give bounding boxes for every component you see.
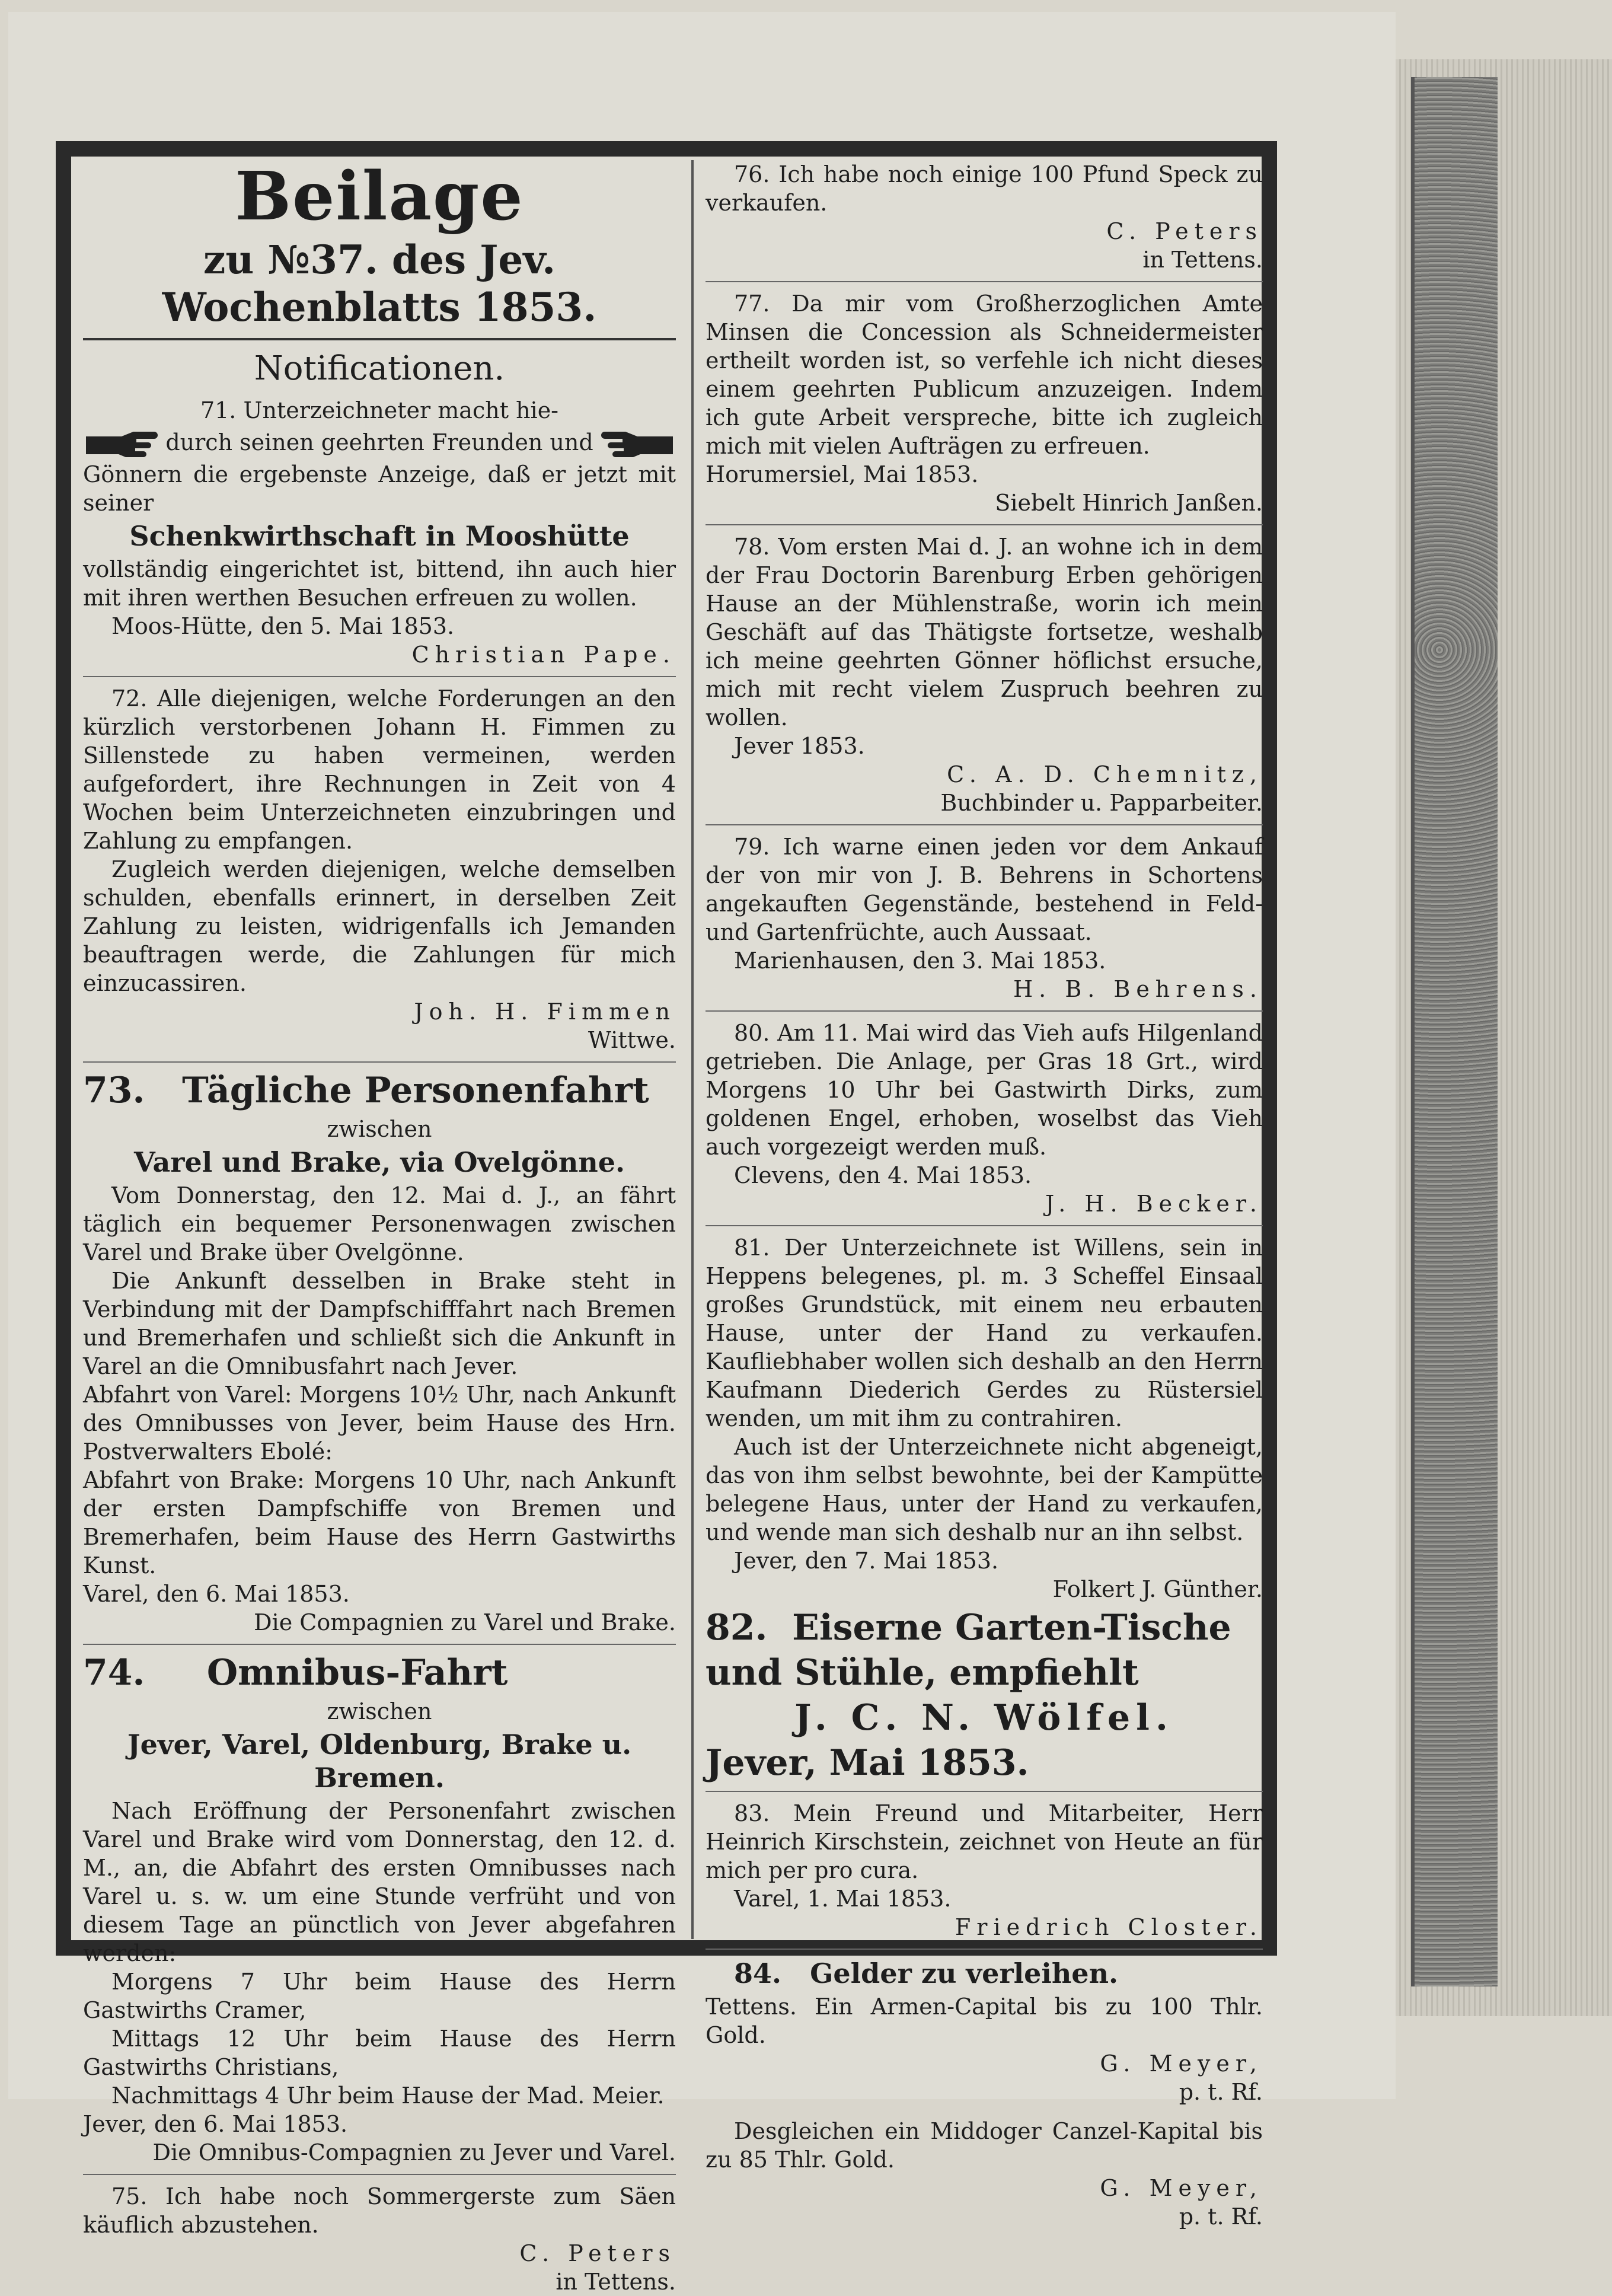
notice-79-signature: H. B. Behrens.: [1013, 976, 1263, 1002]
notice-71-hand-row: [83, 425, 676, 460]
divider: [706, 1791, 1263, 1792]
notice-74-time-2: Mittags 12 Uhr beim Hause des Herrn Gastwirths Christians,: [83, 2026, 676, 2080]
notice-82-heading: Eiserne Garten-Tische: [792, 1607, 1231, 1648]
notice-81-signature: Folkert J. Günther.: [1052, 1576, 1263, 1602]
divider: [83, 338, 676, 340]
notice-73-title: [83, 1070, 676, 1111]
notice-80-text: 80. Am 11. Mai wird das Vieh aufs Hilgenland getrieben. Die Anlage, per Gras 18 Grt., wird Morgens 10 Uhr bei Gastwirth Dirks, zum goldenen Engel, erhoben, woselbst das Vieh auch vorgezeigt werden muß.: [706, 1020, 1263, 1160]
notice-84-heading: Gelder zu verleihen.: [810, 1957, 1119, 1989]
notice-81-text-2: Auch ist der Unterzeichnete nicht abgeneigt, das von ihm selbst bewohnte, bei der Kampütte belegene Haus, unter der Hand zu verkaufen, und wende man sich deshalb nur an ihn selbst.: [706, 1434, 1263, 1545]
notice-73-place-date: Varel, den 6. Mai 1853.: [83, 1581, 350, 1607]
notice-84-signature: G. Meyer,: [1100, 2051, 1263, 2077]
notice-75-signature: C. Peters: [519, 2240, 676, 2266]
page-subtitle: zu №37. des Jev. Wochenblatts 1853.: [162, 237, 597, 330]
notice-84-title: [706, 1957, 1263, 1990]
notice-71-signature: Christian Pape.: [411, 642, 676, 668]
notice-78-signature-2: Buchbinder u. Papparbeiter.: [940, 790, 1263, 816]
divider: [83, 1061, 676, 1063]
notice-82-line1: [706, 1607, 1263, 1648]
notice-73-heading: Tägliche Personenfahrt: [182, 1070, 649, 1111]
notice-71-line4: vollständig eingerichtet ist, bittend, ihn auch hier mit ihren werthen Besuchen erfreuen zu wollen.: [83, 556, 676, 611]
notice-71-place-date: Moos-Hütte, den 5. Mai 1853.: [111, 613, 455, 639]
notice-84-text-1: Tettens. Ein Armen-Capital bis zu 100 Thlr. Gold.: [706, 1994, 1263, 2048]
divider: [706, 1949, 1263, 1950]
notice-71-highlight: Schenkwirthschaft in Mooshütte: [129, 520, 630, 552]
divider: [706, 281, 1263, 282]
notice-77-signature: Siebelt Hinrich Janßen.: [995, 490, 1263, 516]
notice-71-line2: durch seinen geehrten Freunden und: [165, 429, 593, 455]
notice-73-signature: Die Compagnien zu Varel und Brake.: [254, 1609, 676, 1635]
notice-77-place-date: Horumersiel, Mai 1853.: [706, 461, 979, 487]
notice-74-between: zwischen: [327, 1698, 432, 1724]
right-column: [706, 160, 1263, 2231]
notice-74-route: Jever, Varel, Oldenburg, Brake u. Bremen.: [127, 1729, 632, 1794]
notice-82-line3: J. C. N. Wölfel.: [794, 1697, 1174, 1739]
notice-74-number: 74.: [83, 1652, 145, 1694]
divider: [706, 1225, 1263, 1226]
notice-72-text: 72. Alle diejenigen, welche Forderungen an den kürzlich verstorbenen Johann H. Fimmen zu Sillenstede zu haben vermeinen, werden aufgefordert, ihre Rechnungen in Zeit von 4 Wochen beim Unterzeichneten einzubringen und Zahlung zu empfangen.: [83, 685, 676, 854]
divider: [706, 524, 1263, 525]
notice-72-text-2: Zugleich werden diejenigen, welche demselben schulden, ebenfalls erinnert, in derselben Zeit Zahlung zu leisten, widrigenfalls ich Jemanden beauftragen werde, die Zahlungen für mich einzucassiren.: [83, 856, 676, 996]
book-cover: [1411, 77, 1498, 1986]
notice-72-signature: Joh. H. Fimmen: [414, 999, 676, 1025]
notice-73-departure-varel: Abfahrt von Varel: Morgens 10½ Uhr, nach Ankunft des Omnibusses von Jever, beim Hause des Hrn. Postverwalters Ebolé:: [83, 1382, 676, 1465]
left-column: [83, 160, 676, 2296]
notice-75-text: 75. Ich habe noch Sommergerste zum Säen käuflich abzustehen.: [83, 2183, 676, 2238]
notice-81-text-1: 81. Der Unterzeichnete ist Willens, sein in Heppens belegenes, pl. m. 3 Scheffel Einsaal großes Grundstück, mit einem neu erbauten Hause, unter der Hand zu verkaufen. Kaufliebhaber wollen sich deshalb an den Herrn Kaufmann Diederich Gerdes zu Rüstersiel wenden, um mit ihm zu contrahiren.: [706, 1235, 1263, 1431]
notice-74-time-3: Nachmittags 4 Uhr beim Hause der Mad. Meier.: [111, 2083, 665, 2109]
notice-73-route: Varel und Brake, via Ovelgönne.: [134, 1146, 625, 1178]
notice-73-between: zwischen: [327, 1116, 432, 1142]
divider: [83, 676, 676, 677]
notice-83-signature: Friedrich Closter.: [955, 1914, 1263, 1940]
notice-84-text-2: Desgleichen ein Middoger Canzel-Kapital bis zu 85 Thlr. Gold.: [706, 2118, 1263, 2173]
notice-76-signature: C. Peters: [1106, 218, 1263, 244]
notice-81-place-date: Jever, den 7. Mai 1853.: [734, 1548, 999, 1574]
pointing-hand-right-icon: [83, 425, 160, 460]
notice-74-signature: Die Omnibus-Compagnien zu Jever und Varel.: [152, 2139, 676, 2166]
notice-84-signature-2: p. t. Rf.: [1179, 2079, 1263, 2105]
notice-73-text-1: Vom Donnerstag, den 12. Mai d. J., an fährt täglich ein bequemer Personenwagen zwischen Varel und Brake über Ovelgönne.: [83, 1182, 676, 1265]
notice-72-signature-2: Wittwe.: [588, 1027, 676, 1053]
divider: [83, 1644, 676, 1645]
notice-82-line2: und Stühle, empfiehlt: [706, 1652, 1139, 1694]
notice-84-signature-4: p. t. Rf.: [1179, 2203, 1263, 2230]
notice-73-departure-brake: Abfahrt von Brake: Morgens 10 Uhr, nach Ankunft der ersten Dampfschiffe von Bremen und Bremerhafen, beim Hause des Herrn Gastwirths Kunst.: [83, 1467, 676, 1578]
notice-74-place-date: Jever, den 6. Mai 1853.: [83, 2111, 348, 2137]
notice-71-line3: Gönnern die ergebenste Anzeige, daß er jetzt mit seiner: [83, 461, 676, 516]
notice-80-place-date: Clevens, den 4. Mai 1853.: [734, 1162, 1032, 1188]
divider: [706, 1010, 1263, 1012]
notice-74-text-1: Nach Eröffnung der Personenfahrt zwischen Varel und Brake wird vom Donnerstag, den 12. d. M., an, die Abfahrt des ersten Omnibusses nach Varel u. s. w. um eine Stunde verfrüht und von diesem Tage an pünctlich von Jever abgefahren werden:: [83, 1798, 676, 1966]
notice-71-line1: 71. Unterzeichneter macht hie-: [200, 397, 559, 423]
page-title: Beilage: [235, 158, 524, 235]
notice-82-line4: Jever, Mai 1853.: [706, 1742, 1029, 1784]
notice-78-signature: C. A. D. Chemnitz,: [947, 761, 1263, 787]
notice-80-signature: J. H. Becker.: [1045, 1191, 1263, 1217]
divider: [706, 824, 1263, 825]
notice-77-text: 77. Da mir vom Großherzoglichen Amte Minsen die Concession als Schneidermeister ertheilt worden ist, so verfehle ich nicht dieses einem geehrten Publicum anzuzeigen. Indem ich gute Arbeit verspreche, bitte ich zugleich mich mit vielen Aufträgen zu erfreuen.: [706, 291, 1263, 459]
notice-83-text: 83. Mein Freund und Mitarbeiter, Herr Heinrich Kirschstein, zeichnet von Heute an für mich per pro cura.: [706, 1800, 1263, 1883]
notice-75-signature-2: in Tettens.: [556, 2269, 676, 2295]
section-heading: Notificationen.: [254, 349, 505, 388]
notice-79-place-date: Marienhausen, den 3. Mai 1853.: [734, 948, 1106, 974]
notice-73-text-2: Die Ankunft desselben in Brake steht in Verbindung mit der Dampfschifffahrt nach Bremen und Bremerhafen und schließt sich die Ankunft in Varel an die Omnibusfahrt nach Jever.: [83, 1268, 676, 1379]
notice-79-text: 79. Ich warne einen jeden vor dem Ankauf der von mir von J. B. Behrens in Schortens angekauften Gegenstände, bestehend in Feld- und Gartenfrüchte, auch Aussaat.: [706, 834, 1263, 945]
notice-78-text: 78. Vom ersten Mai d. J. an wohne ich in dem der Frau Doctorin Barenburg Erben gehörigen Hause an der Mühlenstraße, worin ich mein Geschäft auf das Thätigste fortsetze, weshalb ich meine geehrten Gönner höflichst ersuche, mich mit recht vielem Zuspruch beehren zu wollen.: [706, 534, 1263, 731]
notice-76-text: 76. Ich habe noch einige 100 Pfund Speck zu verkaufen.: [706, 161, 1263, 216]
notice-74-title: [83, 1652, 676, 1694]
spacer: [706, 2106, 1263, 2117]
notice-74-time-1: Morgens 7 Uhr beim Hause des Herrn Gastwirths Cramer,: [83, 1969, 676, 2023]
notice-73-number: 73.: [83, 1070, 145, 1111]
notice-84-signature-3: G. Meyer,: [1100, 2175, 1263, 2201]
column-separator: [691, 160, 694, 1939]
notice-82-number: 82.: [706, 1607, 768, 1648]
notice-78-place-date: Jever 1853.: [734, 733, 865, 759]
pointing-hand-left-icon: [599, 425, 676, 460]
divider: [83, 2174, 676, 2175]
notice-76-signature-2: in Tettens.: [1142, 247, 1263, 273]
notice-74-heading: Omnibus-Fahrt: [206, 1652, 508, 1694]
notice-84-number: 84.: [734, 1957, 782, 1989]
notice-83-place-date: Varel, 1. Mai 1853.: [734, 1886, 952, 1912]
